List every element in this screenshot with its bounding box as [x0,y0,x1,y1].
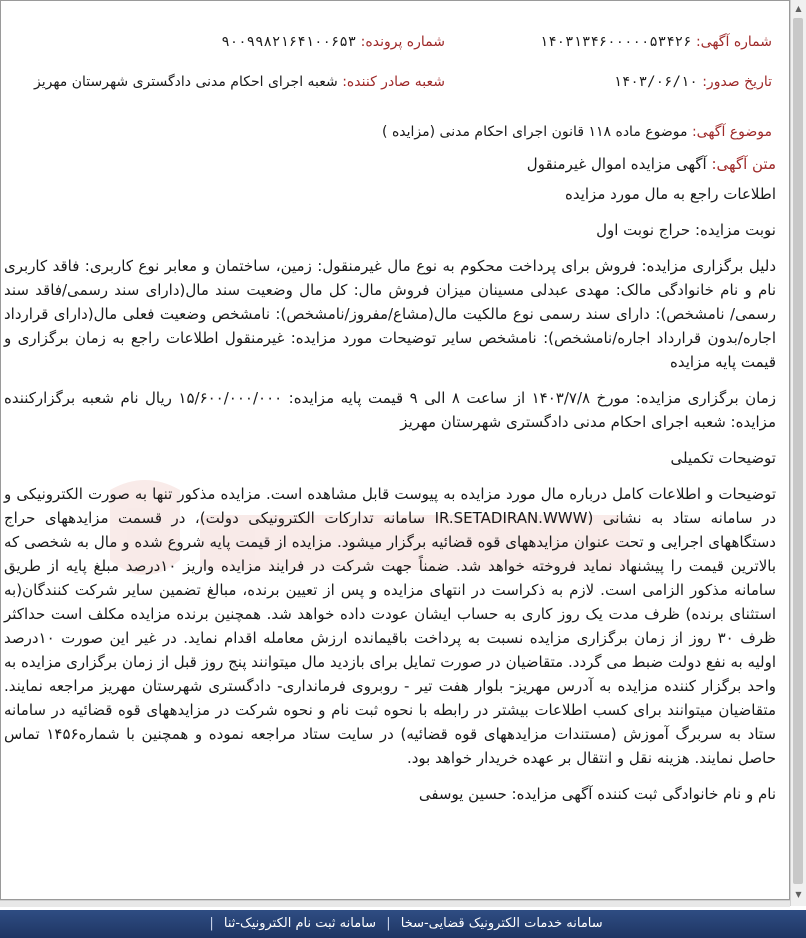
issuer-value: شعبه اجرای احکام مدنی دادگستری شهرستان مهریز [33,74,338,90]
footer-bar [0,910,806,938]
ad-text-title: آگهی مزایده اموال غیرمنقول [526,155,707,173]
issue-date [613,74,772,90]
scroll-thumb[interactable] [793,18,803,884]
subject-label: موضوع آگهی: [691,124,772,140]
ad-number [540,34,772,50]
extra-title: توضیحات تکمیلی [670,449,776,467]
arrow-up-icon[interactable]: ▲ [795,4,802,13]
ad-number-label: شماره آگهی: [695,34,772,50]
registrant: نام و نام خانوادگی ثبت کننده آگهی مزایده: حسین یوسفی [418,785,776,803]
ad-body [4,152,776,818]
vertical-scrollbar[interactable] [790,0,806,906]
ad-number-value: ۱۴۰۳۱۳۴۶۰۰۰۰۰۵۳۴۲۶ [539,34,692,50]
ad-subject [382,124,772,140]
footer-link-sakha[interactable]: سامانه خدمات الکترونیک قضایی-سخا [400,916,603,931]
footer-trailing-separator: | [209,916,214,931]
case-number [221,34,445,50]
ad-text-label: متن آگهی: [711,155,776,173]
auction-round: نوبت مزایده: حراج نوبت اول [596,221,776,239]
subject-value: موضوع ماده ۱۱۸ قانون اجرای احکام مدنی (مزایده ) [382,124,688,140]
section-info-heading: اطلاعات راجع به مال مورد مزایده [564,185,776,203]
issuer [34,74,445,90]
issuer-label: شعبه صادر کننده: [342,74,445,90]
footer-link-sana[interactable]: سامانه ثبت نام الکترونیک-ثنا [223,916,377,931]
footer-separator: | [386,916,391,931]
horizontal-scrollbar[interactable] [0,900,790,907]
reason-paragraph: دلیل برگزاری مزایده: فروش برای پرداخت محکوم به نوع مال غیرمنقول: زمین، ساختمان و معابر نوع کاربری: فاقد کاربری نام و نام خانوادگی مالک: مهدی عبدلی مسینان میزان فروش مال: کل مال وضعیت سند مال(دارای سند رسمی/فاقد سند رسمی/ نامشخص): دارای سند رسمی نوع مالکیت مال(مشاع/مفروز/نامشخص): نامشخص وضعیت فعلی مال(دارای قرارداد اجاره/بدون قرارداد اجاره/نامشخص): نامشخص سایر توضیحات مورد مزایده: غیرمنقول اطلاعات راجع به زمان برگزاری و قیمت پایه مزایده [4,257,776,371]
case-number-value: ۹۰۰۹۹۸۲۱۶۴۱۰۰۶۵۳ [221,34,357,50]
issue-date-value: ۱۴۰۳/۰۶/۱۰ [613,74,698,90]
ad-text-heading [4,152,776,176]
issue-date-label: تاریخ صدور: [702,74,772,90]
arrow-down-icon[interactable]: ▼ [795,890,802,899]
extra-paragraph: توضیحات و اطلاعات کامل درباره مال مورد مزایده به پیوست قابل مشاهده است. مزایده مذکور تنها به صورت الکترونیکی و در سامانه ستاد به نشانی (IR.SETADIRAN.WWW سامانه تدارکات الکترونیکی دولت)، در قسمت مزایدههای حراج دستگاههای اجرایی و تحت عنوان مزایدههای قوه قضائیه برگزار میشود. مزایده از قیمت پایه شروع شده و مال به شخصی که بالاترین قیمت را پیشنهاد نماید فروخته خواهد شد. ضمناً جهت شرکت در فرایند مزایده واریز ۱۰درصد مبلغ پایه از طریق سامانه مذکور الزامی است. لازم به ذکراست در انتهای مزایده و پس از تعیین برنده، مبالغ تضمین سایر شرکت کنندگان(به استثنای برنده) ظرف مدت یک روز کاری به حساب ایشان عودت داده خواهد شد. همچنین برنده مزایده مکلف است حداکثر ظرف ۳۰ روز از زمان برگزاری مزایده نسبت به پرداخت باقیمانده ارزش معامله اقدام نماید. در غیر این صورت ۱۰درصد اولیه به نفع دولت ضبط می گردد. متقاضیان در صورت تمایل برای بازدید مال میتوانند پنج روز قبل از زمان برگزاری مزایده به واحد برگزار کننده مزایده به آدرس مهریز- بلوار هفت تیر - روبروی فرمانداری- دادگستری شهرستان مهریز مراجعه نمایند. متقاضیان میتوانند برای کسب اطلاعات بیشتر در رابطه با نحوه ثبت نام و نحوه شرکت در مزایدههای قوه قضائیه در سامانه ستاد به سربرگ آموزش (مستندات مزایدههای قوه قضائیه) در سایت ستاد مراجعه نموده و همچنین با شماره۱۴۵۶ تماس حاصل نمایند. هزینه نقل و انتقال بر عهده خریدار خواهد بود. [4,485,776,767]
case-number-label: شماره پرونده: [360,34,445,50]
time-paragraph: زمان برگزاری مزایده: مورخ ۱۴۰۳/۷/۸ از ساعت ۸ الی ۹ قیمت پایه مزایده: ۱۵/۶۰۰/۰۰۰/۰۰۰ ریال نام شعبه برگزارکننده مزایده: شعبه اجرای احکام مدنی دادگستری شهرستان مهریز [4,389,776,431]
